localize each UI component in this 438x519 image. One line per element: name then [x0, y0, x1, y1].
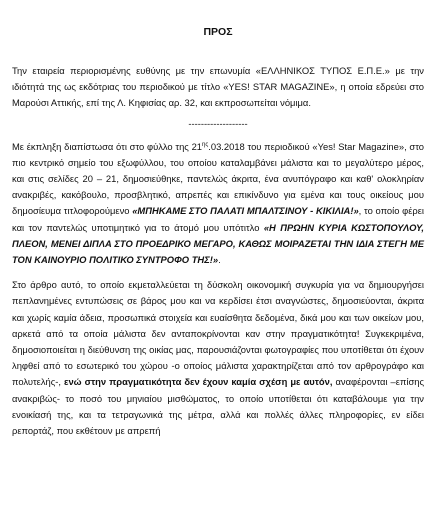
document-title: ΠΡΟΣ — [203, 26, 233, 38]
p2-superscript: ης — [202, 141, 209, 148]
p3-bold-statement: ενώ στην πραγματικότητα δεν έχουν καμία σχέση με αυτόν, — [64, 376, 333, 388]
p2-text-a: Με έκπληξη διαπίστωσα ότι στο φύλλο της 21 — [12, 140, 203, 152]
p2-text-f: . — [218, 254, 221, 266]
p3-text-c: αναφέρονται –επίσης ανακριβώς- το ποσό του μηνιαίου μισθώματος, το οποίο υποτίθεται ότι καταβάλουμε για την ενοικίασή της, και τα τετραγωνικά της μέτρα, αλλά και πολλές άλλες πληροφορίες, εν είδει ρεπορτάζ, που εκθέτουν με απρεπή — [12, 376, 425, 437]
p2-text-b: .03.2018 του περιοδικού «Yes! Star Magazine», στο πιο κεντρικό σημείο του εξωφύλλου, του οποίου καταλαμβάνει μάλιστα και το μεγαλύτερο μέρος, και στις σελίδες 20 – 21, δημοσιεύθηκε, παντελώς άκριτα, ένα ανυπόγραφο και καθ' ολοκληρίαν ανακριβές, κακόβουλο, προσβλητικό, απρεπές και επικίνδυνο για εμένα και τους οικείους μου δημοσίευμα τιτλοφορούμενο — [12, 140, 424, 217]
separator-line: ------------------- — [188, 117, 248, 129]
article-subtitle-quote: «Η ΠΡΩΗΝ ΚΥΡΙΑ ΚΩΣΤΟΠΟΥΛΟΥ, ΠΛΕΟΝ, ΜΕΝΕΙ ΔΙΠΛΑ ΣΤΟ ΠΡΟΕΔΡΙΚΟ ΜΕΓΑΡΟ, ΚΑΘΩΣ ΜΟΙΡΑΖΕΤΑΙ ΤΗΝ ΙΔΙΑ ΣΤΕΓΗ ΜΕ ΤΟΝ ΚΑΙΝΟΥΡΙΟ ΠΟΛΙΤΙΚΟ ΣΥΝΤΡΟΦΟ ΤΗΣ!» — [12, 221, 424, 266]
details-paragraph — [12, 277, 424, 439]
p2-text-d: , το οποίο φέρει και τον παντελώς υποτιμητικό για το άτομό μου υπότιτλο — [12, 205, 425, 233]
p3-text-a: Στο άρθρο αυτό, το οποίο εκμεταλλεύεται τη δύσκολη οικονομική συγκυρία για να δημιουργήσει πεπλανημένες εντυπώσεις σε βάρος μου και να κερδίσει έτσι αναγνώστες, δημοσιεύονται, άκριτα και χωρίς καμία άδεια, προσωπικά στοιχεία και ευαίσθητα δεδομένα, δικά μου και των οικείων μου, αρκετά από τα οποία μάλιστα δεν ανταποκρίνονται καν στην πραγματικότητα! Συγκεκριμένα, δημοσιοποιείται η διεύθυνση της οικίας μας, παρουσιάζονται φωτογραφίες που υποτίθεται ότι έχουν ληφθεί από το εσωτερικό του χώρου -ο οποίος μάλιστα χαρακτηρίζεται από τον αρθρογράφο και πολυτελής-, — [12, 279, 424, 388]
recipient-paragraph: Την εταιρεία περιορισμένης ευθύνης με την επωνυμία «ΕΛΛΗΝΙΚΟΣ ΤΥΠΟΣ Ε.Π.Ε.» με την ιδιότητά της ως εκδότριας του περιοδικού με τίτλο «YES! STAR MAGAZINE», η οποία εδρεύει στο Μαρούσι Αττικής, επί της Λ. Κηφισίας αρ. 32, και εκπροσωπείται νόμιμα. — [12, 65, 424, 109]
complaint-paragraph — [12, 139, 424, 269]
article-title-quote: «ΜΠΗΚΑΜΕ ΣΤΟ ΠΑΛΑΤΙ ΜΠΑΛΤΣΙΝΟΥ - ΚΙΚΙΛΙΑ!» — [132, 205, 359, 217]
